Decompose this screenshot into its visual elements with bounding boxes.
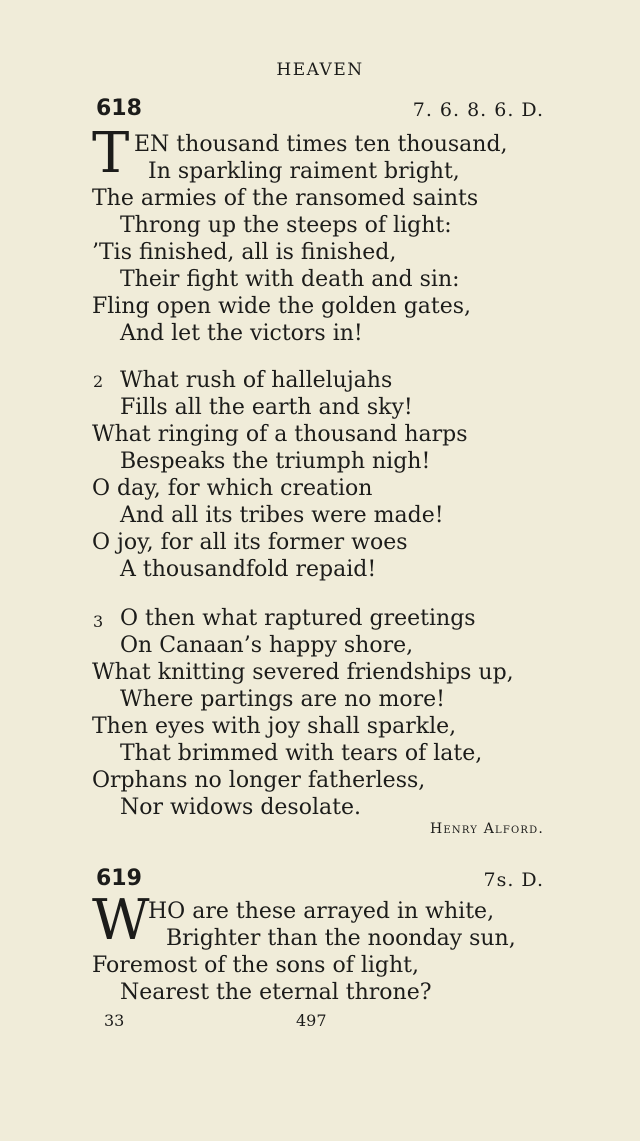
- hymn-line: O joy, for all its former woes: [92, 530, 408, 555]
- verse-number: 3: [93, 612, 104, 631]
- hymn-line: O day, for which creation: [92, 476, 373, 501]
- page-number: 497: [296, 1011, 327, 1030]
- hymn-meter: 7. 6. 8. 6. D.: [412, 99, 544, 121]
- signature-mark: 33: [104, 1011, 125, 1030]
- hymn-line: Bespeaks the triumph nigh!: [120, 449, 431, 474]
- hymn-line: Orphans no longer fatherless,: [92, 768, 426, 793]
- drop-cap: W: [92, 888, 150, 953]
- section-title: HEAVEN: [276, 60, 364, 80]
- hymn-line: What knitting severed friendships up,: [92, 660, 514, 685]
- hymn-line: Throng up the steeps of light:: [120, 213, 452, 238]
- hymn-line: Brighter than the noonday sun,: [166, 926, 516, 951]
- verse-number: 2: [93, 372, 104, 391]
- hymn-line: Their fight with death and sin:: [120, 267, 460, 292]
- hymn-meter: 7s. D.: [483, 869, 544, 891]
- hymn-line: And all its tribes were made!: [120, 503, 444, 528]
- hymn-line: Fills all the earth and sky!: [120, 395, 413, 420]
- drop-cap: T: [92, 121, 130, 186]
- hymn-line: O then what raptured greetings: [120, 606, 476, 631]
- hymn-line: What rush of hallelujahs: [120, 368, 393, 393]
- hymn-line: In sparkling raiment bright,: [148, 159, 460, 184]
- hymn-line: Nearest the eternal throne?: [120, 980, 432, 1005]
- hymn-line: On Canaan’s happy shore,: [120, 633, 414, 658]
- hymn-line: That brimmed with tears of late,: [120, 741, 483, 766]
- hymn-line: And let the victors in!: [120, 321, 363, 346]
- hymn-number: 618: [96, 96, 142, 121]
- hymn-line: Fling open wide the golden gates,: [92, 294, 472, 319]
- hymn-line: ’Tis finished, all is finished,: [92, 240, 397, 265]
- hymn-line: What ringing of a thousand harps: [92, 422, 468, 447]
- hymn-author: Henry Alford.: [429, 821, 544, 837]
- hymn-line: Foremost of the sons of light,: [92, 953, 420, 978]
- hymn-line: Then eyes with joy shall sparkle,: [92, 714, 457, 739]
- hymn-line: Where partings are no more!: [120, 687, 445, 712]
- hymn-line: HO are these arrayed in white,: [148, 899, 495, 924]
- hymn-line: EN thousand times ten thousand,: [134, 132, 508, 157]
- hymn-line: Nor widows desolate.: [120, 795, 361, 820]
- hymn-number: 619: [96, 866, 142, 891]
- hymn-line: A thousandfold repaid!: [120, 557, 377, 582]
- hymn-line: The armies of the ransomed saints: [92, 186, 479, 211]
